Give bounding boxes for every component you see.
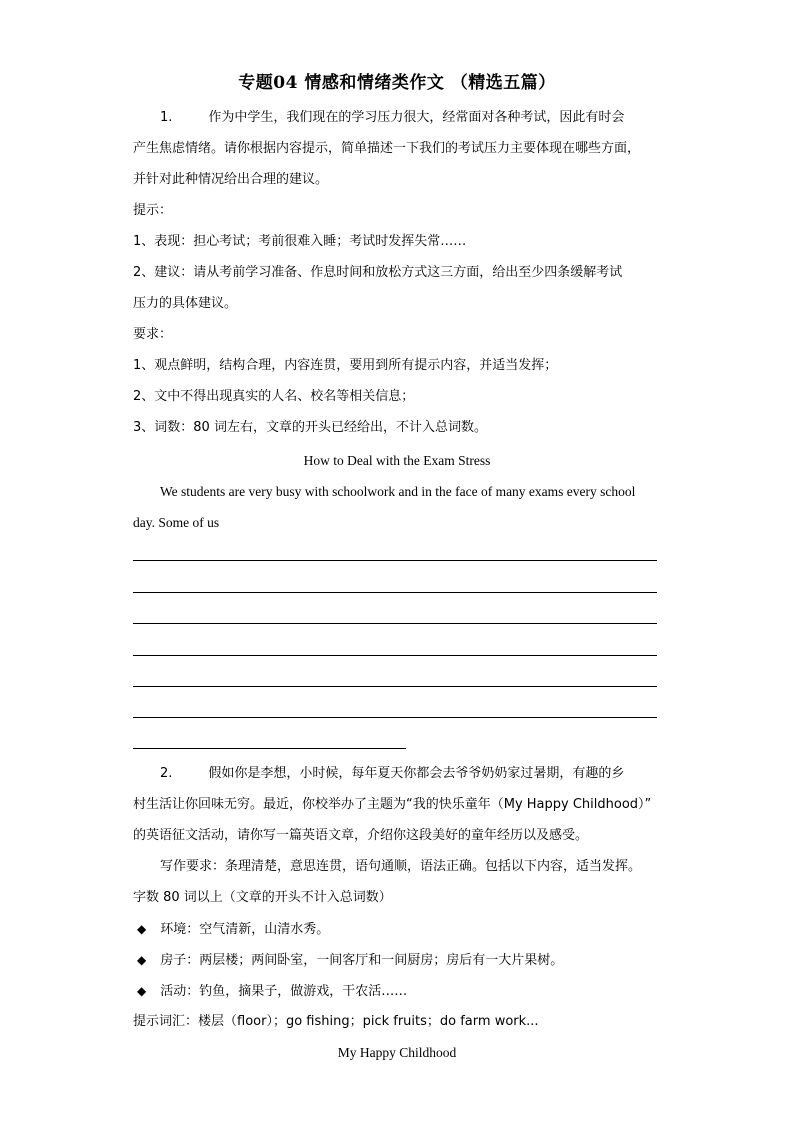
q1-hint2b: 压力的具体建议。	[133, 296, 238, 311]
q2-bullet-text: 环境：空气清新，山清水秀。	[160, 922, 330, 937]
q1-line1: 作为中学生，我们现在的学习压力很大，经常面对各种考试，因此有时会	[208, 110, 625, 125]
q2-bullet-item	[137, 950, 563, 971]
page-title: 专题04 情感和情绪类作文 （精选五篇）	[238, 73, 556, 93]
q2-number: 2.	[160, 766, 173, 781]
q1-first-line	[160, 108, 624, 128]
q1-number: 1.	[160, 110, 173, 125]
answer-line-short	[133, 748, 406, 749]
q2-first-line	[160, 764, 624, 784]
answer-line	[133, 717, 657, 718]
q2-line1: 假如你是李想，小时候，每年夏天你都会去爷爷奶奶家过暑期，有趣的乡	[208, 766, 625, 781]
q1-req3: 3、词数：80 词左右，文章的开头已经给出，不计入总词数。	[133, 420, 487, 435]
q2-bullet-item	[137, 981, 407, 1002]
answer-line	[133, 560, 657, 561]
q2-line3: 的英语征文活动，请你写一篇英语文章，介绍你这段美好的童年经历以及感受。	[133, 828, 589, 843]
q1-hint1: 1、表现：担心考试；考前很难入睡；考试时发挥失常……	[133, 234, 467, 249]
diamond-bullet-icon: ◆	[137, 953, 147, 967]
diamond-bullet-icon: ◆	[137, 922, 147, 936]
q1-opening-line1: We students are very busy with schoolwork and in the face of many exams every school	[160, 484, 636, 499]
answer-line	[133, 655, 657, 656]
q2-bullet-text: 房子：两层楼；两间卧室，一间客厅和一间厨房；房后有一大片果树。	[160, 953, 564, 968]
q2-bullet-text: 活动：钓鱼，摘果子，做游戏，干农活……	[160, 984, 408, 999]
q1-essay-title: How to Deal with the Exam Stress	[303, 453, 491, 468]
q1-req1: 1、观点鲜明，结构合理，内容连贯，要用到所有提示内容，并适当发挥；	[133, 358, 558, 373]
q1-req-label: 要求：	[133, 327, 173, 342]
q2-requirement-a: 写作要求：条理清楚，意思连贯，语句通顺，语法正确。包括以下内容，适当发挥。	[160, 859, 642, 874]
q2-essay-title: My Happy Childhood	[337, 1045, 457, 1060]
q1-line2: 产生焦虑情绪。请你根据内容提示，简单描述一下我们的考试压力主要体现在哪些方面，	[133, 141, 641, 156]
q1-opening-line2: day. Some of us	[133, 515, 220, 530]
q1-req2: 2、文中不得出现真实的人名、校名等相关信息；	[133, 389, 415, 404]
answer-line	[133, 686, 657, 687]
q1-line3: 并针对此种情况给出合理的建议。	[133, 172, 329, 187]
answer-line	[133, 623, 657, 624]
q2-bullet-item	[137, 919, 329, 940]
q1-hint2a: 2、建议：请从考前学习准备、作息时间和放松方式这三方面，给出至少四条缓解考试	[133, 265, 623, 280]
q2-requirement-b: 字数 80 词以上（文章的开头不计入总词数）	[133, 890, 392, 905]
answer-line	[133, 592, 657, 593]
diamond-bullet-icon: ◆	[137, 984, 147, 998]
q2-line2: 村生活让你回味无穷。最近，你校举办了主题为“我的快乐童年（My Happy Childhood）”	[133, 797, 652, 812]
q1-hint-label: 提示：	[133, 203, 173, 218]
q2-vocab-hint: 提示词汇：楼层（floor）；go fishing；pick fruits；do farm work...	[133, 1014, 539, 1029]
